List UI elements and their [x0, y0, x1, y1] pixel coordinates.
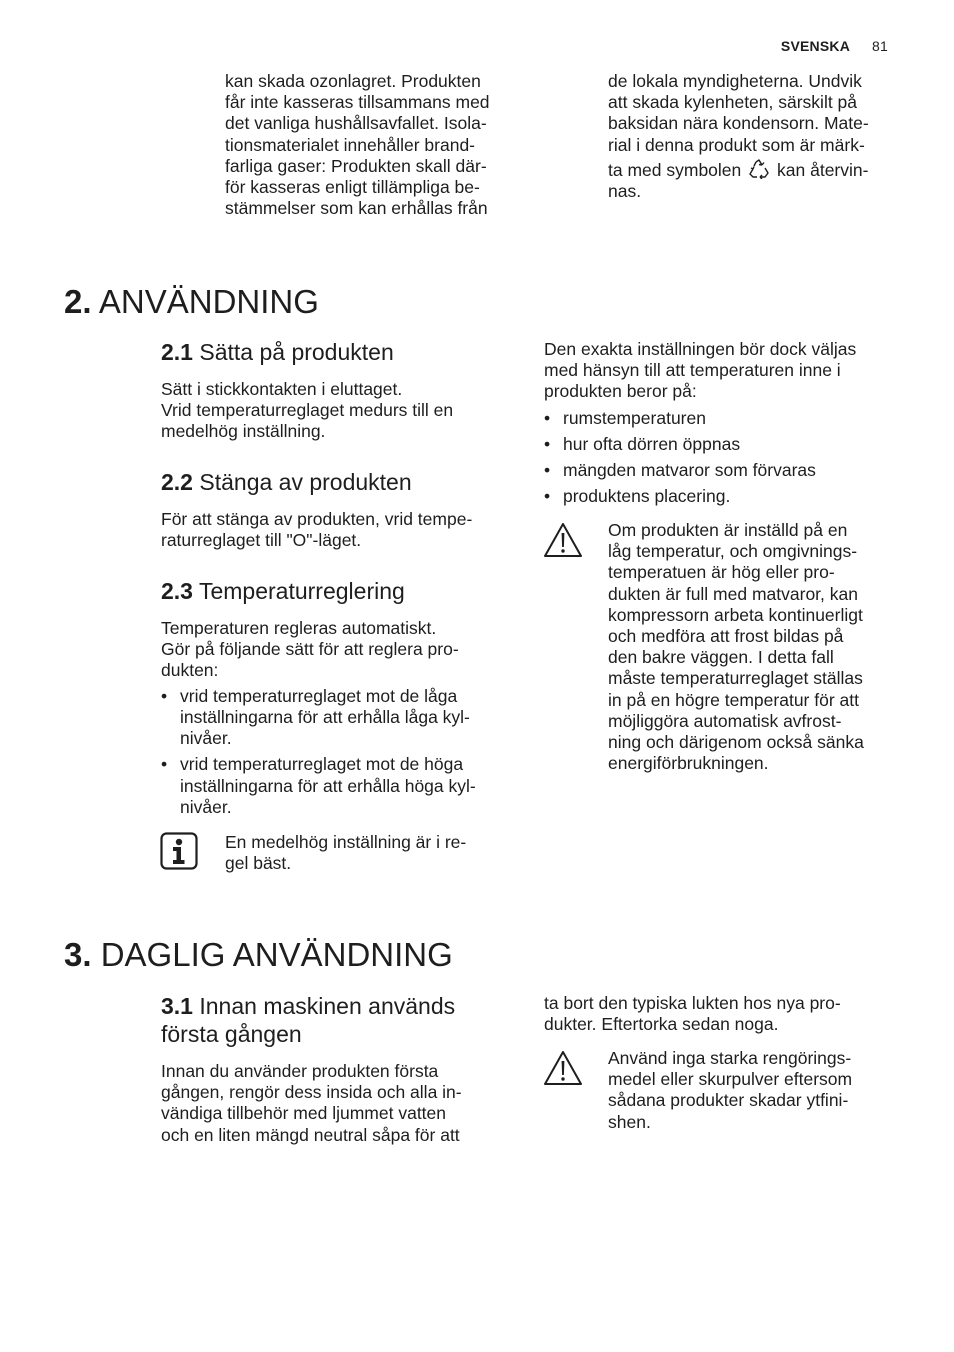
text-line: vändiga tillbehör med ljummet vatten [161, 1103, 447, 1124]
subsection-title: Sätta på produkten [199, 339, 394, 365]
section-3-right-body [544, 993, 841, 1035]
page-header [781, 38, 888, 54]
text-line: farliga gaser: Produkten skall där- [225, 155, 487, 176]
text-line: får inte kasseras tillsammans med [225, 92, 490, 113]
text-line: inställningarna för att erhålla höga kyl- [180, 775, 476, 796]
text-line: nivåer. [180, 796, 232, 817]
warning-note-temperature [608, 520, 864, 774]
text-line: kan skada ozonlagret. Produkten [225, 71, 481, 91]
text-line: Den exakta inställningen bör dock väljas [544, 339, 857, 359]
page-number: 81 [872, 38, 888, 54]
subsection-number: 3.1 [161, 993, 193, 1019]
text-line: medelhög inställning. [161, 421, 326, 442]
section-title: ANVÄNDNING [98, 283, 319, 320]
text-line: för kasseras enligt tillämpliga be- [225, 177, 480, 198]
subsection-2-2-heading [161, 468, 412, 496]
section-3-heading [64, 935, 453, 975]
text-line: dukter. Eftertorka sedan noga. [544, 1014, 779, 1035]
warning-icon [543, 522, 583, 558]
subsection-2-3-body [161, 618, 459, 682]
subsection-title: första gången [161, 1021, 302, 1047]
info-icon [160, 832, 198, 870]
list-item [544, 434, 816, 455]
text-line: tionsmaterialet innehåller brand- [225, 134, 475, 155]
text-line: gel bäst. [225, 853, 292, 874]
text-line: Temperaturen regleras automatiskt. [161, 618, 437, 638]
text-line: • vrid temperaturreglaget mot de höga [180, 754, 464, 775]
text-line: och medföra att frost bildas på [608, 626, 844, 647]
text-fragment: ta med symbolen [608, 159, 742, 180]
text-fragment: kan återvin- [777, 159, 869, 180]
subsection-number: 2.1 [161, 339, 193, 365]
section-2-right-bullets [544, 408, 816, 512]
text-line: • rumstemperaturen [563, 408, 706, 428]
subsection-number: 2.3 [161, 578, 193, 604]
header-language: SVENSKA [780, 38, 851, 54]
subsection-number: 2.2 [161, 469, 193, 495]
text-line: de lokala myndigheterna. Undvik [608, 71, 862, 91]
section-title: DAGLIG ANVÄNDNING [100, 936, 453, 973]
subsection-2-2-body [161, 509, 472, 551]
text-line: nivåer. [180, 728, 232, 749]
info-note [225, 832, 466, 874]
text-line: låg temperatur, och omgivnings- [608, 541, 858, 562]
intro-right-paragraph [608, 71, 869, 202]
subsection-2-1-body [161, 379, 453, 443]
text-line: det vanliga hushållsavfallet. Isola- [225, 113, 487, 134]
text-line: stämmelser som kan erhållas från [225, 198, 488, 219]
text-line: dukten: [161, 660, 219, 681]
warning-note-cleaning [608, 1048, 852, 1133]
subsection-3-1-body [161, 1061, 462, 1146]
list-item [161, 754, 476, 818]
text-line: att skada kylenheten, särskilt på [608, 92, 858, 113]
text-line: Om produkten är inställd på en [608, 520, 848, 540]
section-2-heading [64, 282, 319, 322]
text-line: • vrid temperaturreglaget mot de låga [180, 686, 458, 706]
text-line: Gör på följande sätt för att reglera pro- [161, 639, 459, 660]
intro-left-paragraph [225, 71, 490, 219]
subsection-2-1-heading [161, 338, 394, 366]
text-line: För att stänga av produkten, vrid tempe- [161, 509, 473, 529]
subsection-3-1-heading-line2 [161, 1020, 302, 1048]
list-item [161, 686, 476, 750]
text-line: energiförbrukningen. [608, 753, 769, 774]
text-line: kompressorn arbeta kontinuerligt [608, 604, 863, 625]
text-line: produkten beror på: [544, 381, 697, 402]
text-line: måste temperaturreglaget ställas [608, 668, 863, 689]
subsection-2-3-bullets [161, 686, 476, 823]
list-item [544, 408, 816, 429]
text-line: Sätt i stickkontakten i eluttaget. [161, 379, 403, 399]
list-item [544, 486, 816, 507]
text-line: rial i denna produkt som är märk- [608, 134, 865, 155]
text-line: temperatuen är hög eller pro- [608, 562, 835, 583]
subsection-title: Stänga av produkten [199, 469, 412, 495]
text-line: En medelhög inställning är i re- [225, 832, 467, 852]
section-number: 2. [64, 283, 92, 320]
section-number: 3. [64, 936, 92, 973]
text-line: baksidan nära kondensorn. Mate- [608, 113, 869, 134]
subsection-title: Innan maskinen används [199, 993, 456, 1019]
text-line: Innan du använder produkten första [161, 1061, 439, 1081]
subsection-title: Temperaturreglering [198, 578, 405, 604]
text-line: och en liten mängd neutral såpa för att [161, 1124, 460, 1145]
text-line: medel eller skurpulver eftersom [608, 1069, 853, 1090]
text-line: shen. [608, 1111, 651, 1132]
text-line: dukten är full med matvaror, kan [608, 583, 858, 604]
section-2-right-body [544, 339, 856, 403]
text-line: möjliggöra automatisk avfrost- [608, 710, 842, 731]
text-line: ta bort den typiska lukten hos nya pro- [544, 993, 841, 1013]
subsection-2-3-heading [161, 577, 405, 605]
recycle-icon [748, 159, 770, 179]
text-line: inställningarna för att erhålla låga kyl- [180, 707, 470, 728]
text-line: Använd inga starka rengörings- [608, 1048, 852, 1068]
list-item [544, 460, 816, 481]
text-line: • mängden matvaror som förvaras [563, 460, 816, 480]
text-line: • hur ofta dörren öppnas [563, 434, 741, 454]
subsection-3-1-heading [161, 992, 455, 1020]
text-line: med hänsyn till att temperaturen inne i [544, 360, 841, 381]
text-line: Vrid temperaturreglaget medurs till en [161, 400, 454, 421]
text-line: • produktens placering. [563, 486, 731, 506]
text-line: ning och därigenom också sänka [608, 732, 864, 753]
text-line: raturreglaget till "O"-läget. [161, 530, 362, 551]
text-line: gången, rengör dess insida och alla in- [161, 1082, 462, 1103]
text-line: nas. [608, 181, 642, 202]
warning-icon [543, 1050, 583, 1086]
text-line: sådana produkter skadar ytfini- [608, 1090, 849, 1111]
text-line: den bakre väggen. I detta fall [608, 647, 834, 668]
text-line-with-symbol [608, 159, 869, 181]
text-line: in på en högre temperatur för att [608, 689, 859, 710]
